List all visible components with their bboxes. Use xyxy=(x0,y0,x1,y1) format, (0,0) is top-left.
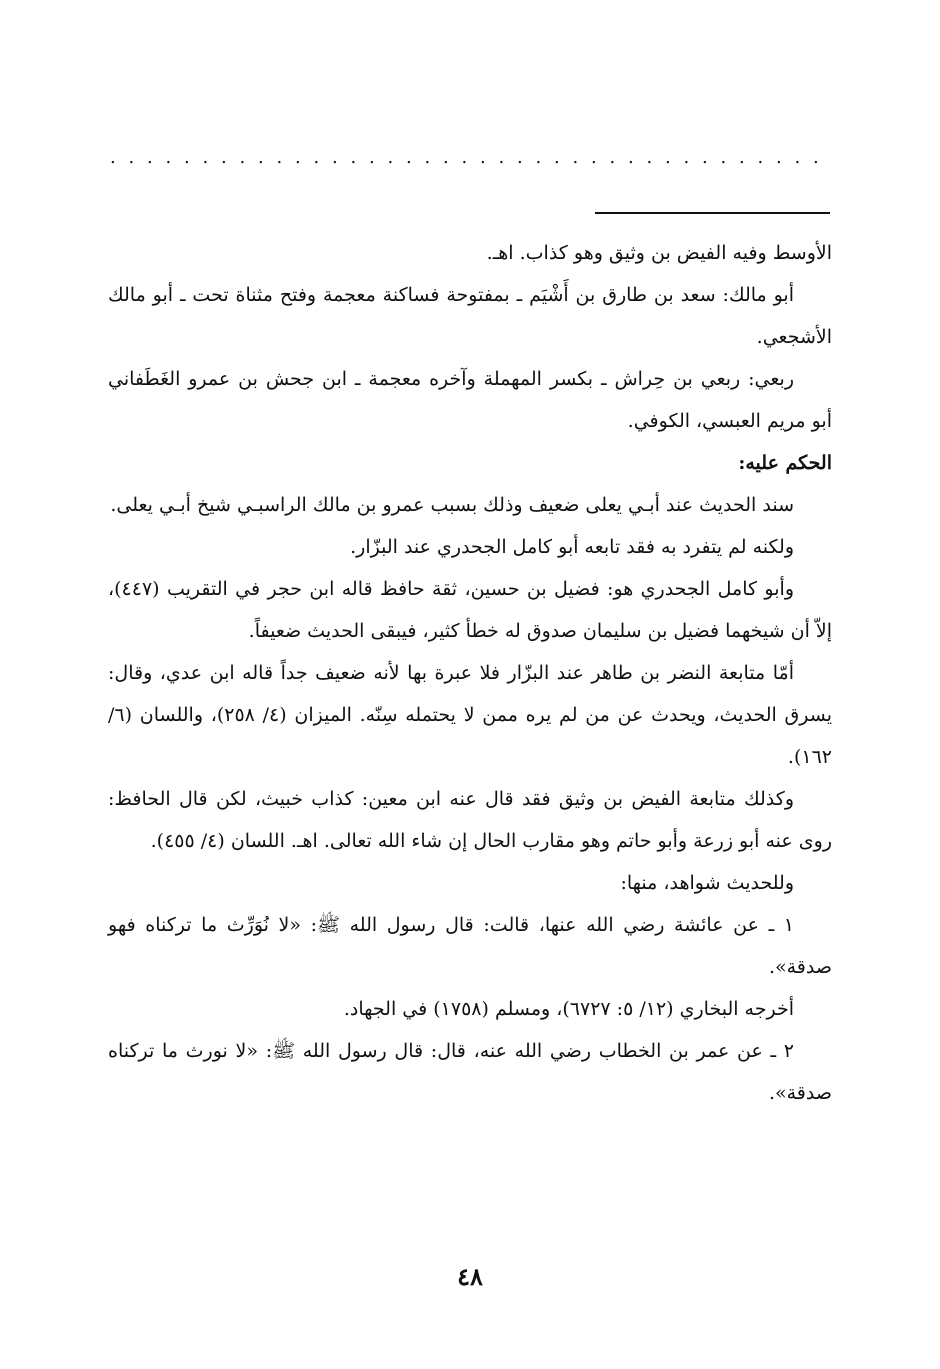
paragraph-shawahid: وللحديث شواهد، منها: xyxy=(620,872,794,894)
separator-dot: . xyxy=(313,150,320,166)
separator-dot: . xyxy=(794,150,801,166)
separator-dot: . xyxy=(350,150,357,166)
separator-dots xyxy=(110,150,832,166)
separator-dot: . xyxy=(720,150,727,166)
paragraph-footnote-end: الأوسط وفيه الفيض بن وثيق وهو كذاب. اهـ. xyxy=(486,242,832,264)
separator-dot: . xyxy=(110,150,116,166)
separator-dot: . xyxy=(128,150,135,166)
separator-dot: . xyxy=(239,150,246,166)
separator-dot: . xyxy=(683,150,690,166)
separator-dot: . xyxy=(535,150,542,166)
separator-dot: . xyxy=(498,150,505,166)
paragraph-mutaba: ولكنه لم يتفرد به فقد تابعه أبو كامل الجحدري عند البزّار. xyxy=(350,536,794,558)
footnote-rule xyxy=(595,212,830,214)
separator-dot: . xyxy=(739,150,745,166)
paragraph-abu-kamil: وأبو كامل الجحدري هو: فضيل بن حسين، ثقة حافظ قاله ابن حجر في التقريب (٤٤٧)، إلاّ أن شيخهما فضيل بن سليمان صدوق له خطأ كثير، فيبقى الحديث ضعيفاً. xyxy=(108,578,832,642)
separator-dot: . xyxy=(202,150,209,166)
paragraph-fayd: وكذلك متابعة الفيض بن وثيق فقد قال عنه ابن معين: كذاب خبيث، لكن قال الحافظ: روى عنه أبو زرعة وأبو حاتم وهو مقارب الحال إن شاء الله تعالى. اهـ. اللسان (٤/ ٤٥٥). xyxy=(108,788,832,852)
separator-dot: . xyxy=(424,150,431,166)
separator-dot: . xyxy=(332,150,338,166)
separator-dot: . xyxy=(461,150,468,166)
separator-dot: . xyxy=(609,150,616,166)
separator-dot: . xyxy=(147,150,153,166)
page-number: ٤٨ xyxy=(457,1262,483,1291)
separator-dot: . xyxy=(517,150,523,166)
separator-dot: . xyxy=(572,150,579,166)
separator-dot: . xyxy=(757,150,764,166)
paragraph-hadith-2: ٢ ـ عن عمر بن الخطاب رضي الله عنه، قال: قال رسول الله ﷺ: «لا نورث ما تركناه صدقة». xyxy=(108,1040,832,1104)
body-text xyxy=(108,232,832,1114)
separator-dot: . xyxy=(776,150,782,166)
separator-dot: . xyxy=(702,150,708,166)
separator-dot: . xyxy=(591,150,597,166)
separator-dot: . xyxy=(480,150,486,166)
separator-dot: . xyxy=(665,150,671,166)
section-heading: الحكم عليه: xyxy=(738,452,832,474)
separator-dot: . xyxy=(369,150,375,166)
separator-dot: . xyxy=(628,150,634,166)
separator-dot: . xyxy=(184,150,190,166)
paragraph-ribi: ربعي: ربعي بن حِراش ـ بكسر المهملة وآخره معجمة ـ ابن جحش بن عمرو الغَطَفاني أبو مريم العبسي، الكوفي. xyxy=(108,368,832,432)
separator-dot: . xyxy=(165,150,172,166)
paragraph-takhrij: أخرجه البخاري (١٢/ ٥: ٦٧٢٧)، ومسلم (١٧٥٨) في الجهاد. xyxy=(343,998,794,1020)
paragraph-nadr: أمّا متابعة النضر بن طاهر عند البزّار فلا عبرة بها لأنه ضعيف جداً قاله ابن عدي، وقال: يسرق الحديث، ويحدث عن من لم يره ممن لا يحتمله سِنّه. الميزان (٤/ ٢٥٨)، واللسان (٦/ ١٦٢). xyxy=(108,662,832,768)
separator-dot: . xyxy=(258,150,264,166)
separator-dot: . xyxy=(406,150,412,166)
separator-dot: . xyxy=(646,150,653,166)
separator-dot: . xyxy=(813,150,819,166)
paragraph-abu-malik: أبو مالك: سعد بن طارق بن أَشْيَم ـ بمفتوحة فساكنة معجمة وفتح مثناة تحت ـ أبو مالك الأشجعي. xyxy=(108,284,832,348)
paragraph-hadith-1: ١ ـ عن عائشة رضي الله عنها، قالت: قال رسول الله ﷺ: «لا نُوَرِّث ما تركناه فهو صدقة». xyxy=(108,914,832,978)
separator-dot: . xyxy=(554,150,560,166)
paragraph-sanad: سند الحديث عند أبـي يعلى ضعيف وذلك بسبب عمرو بن مالك الراسبـي شيخ أبـي يعلى. xyxy=(110,494,794,516)
separator-dot: . xyxy=(387,150,394,166)
separator-dot: . xyxy=(443,150,449,166)
separator-dot: . xyxy=(276,150,283,166)
separator-dot: . xyxy=(295,150,301,166)
separator-dot: . xyxy=(221,150,227,166)
